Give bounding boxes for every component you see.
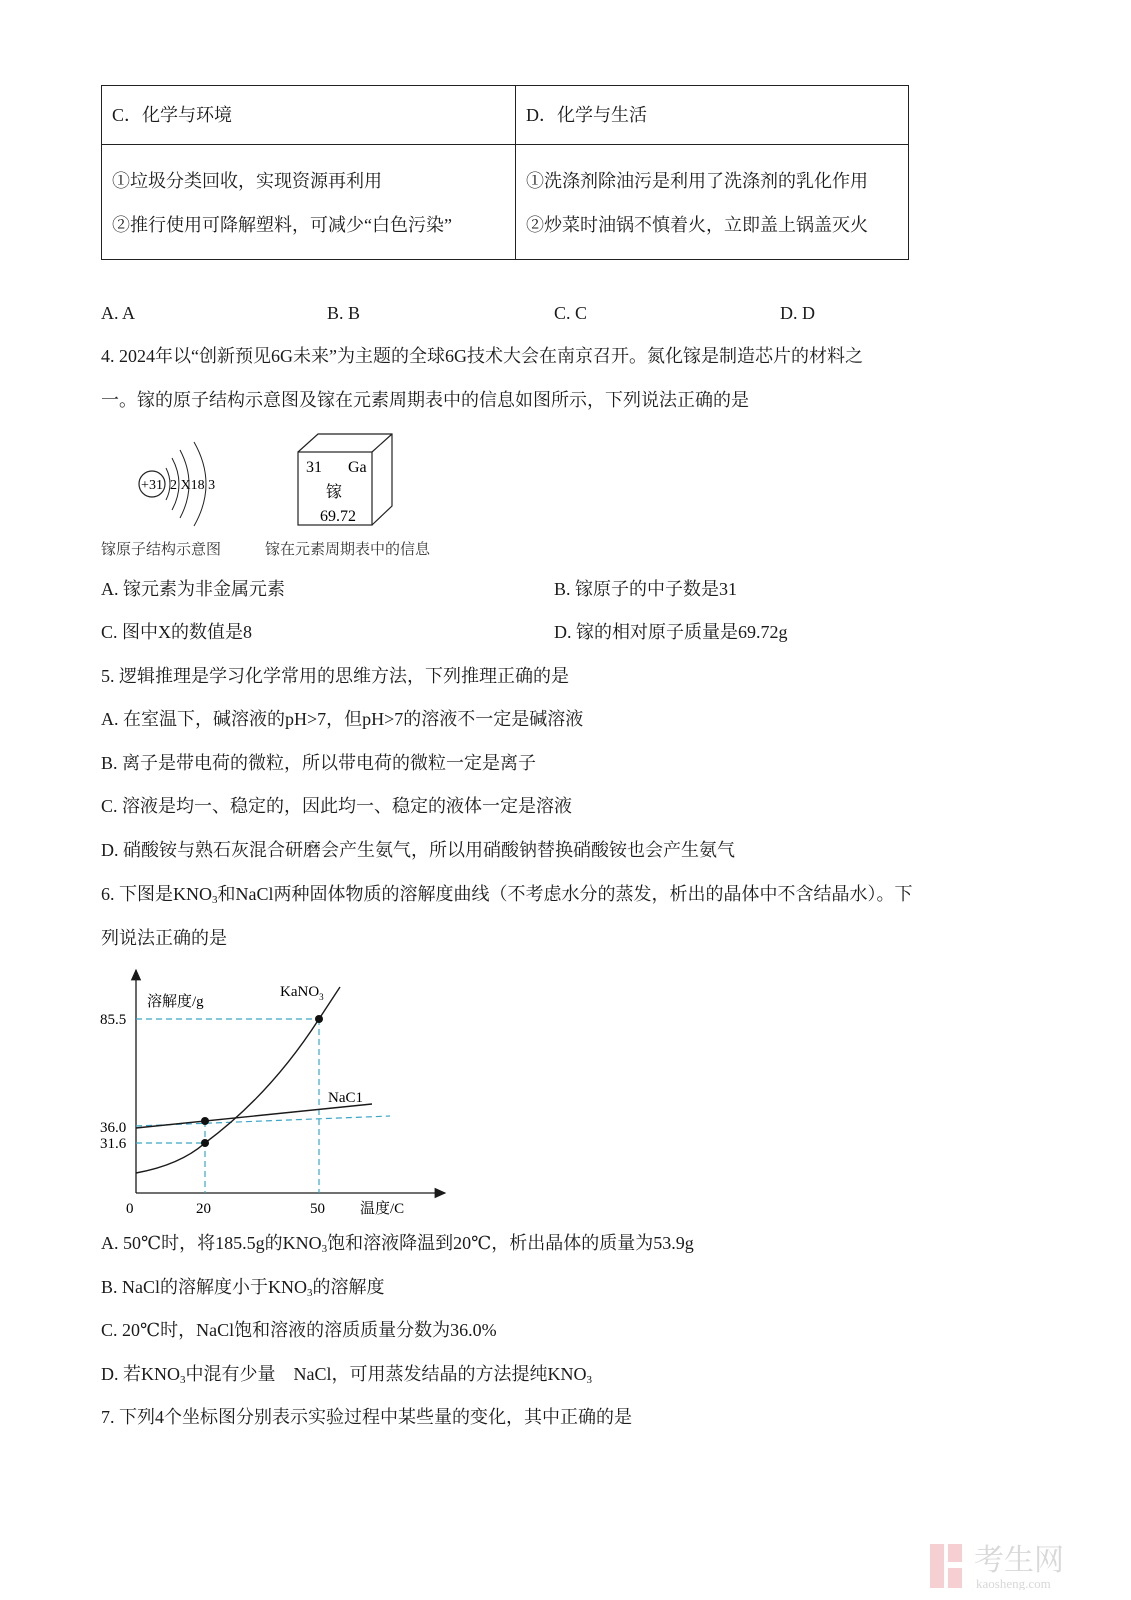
watermark-logo: [930, 1530, 1120, 1595]
q6-option-d: [101, 1362, 592, 1392]
text: 和NaCl两种固体物质的溶解度曲线（不考虑水分的蒸发，析出的晶体中不含结晶水）。下: [217, 884, 913, 904]
q6-stem-cont: 列说法正确的是: [101, 928, 227, 948]
nacl-line: [136, 1104, 372, 1128]
table-header-d: D．化学与生活: [516, 86, 909, 145]
x-tick-label: 50: [310, 1201, 325, 1217]
subscript: 3: [586, 1374, 592, 1386]
y-tick-label: 31.6: [100, 1136, 127, 1152]
table-item: ①垃圾分类回收，实现资源再利用: [112, 171, 382, 191]
q3-option-d: D. D: [780, 303, 815, 323]
kno3-curve: [136, 987, 340, 1173]
q4-option-d: D. 镓的相对原子质量是69.72g: [554, 622, 788, 642]
nacl-label: NaC1: [328, 1090, 363, 1106]
data-point: [201, 1139, 209, 1147]
q3-option-a: A. A: [101, 303, 136, 323]
q4-option-b: B. 镓原子的中子数是31: [554, 579, 738, 599]
q5-option-b: B. 离子是带电荷的微粒，所以带电荷的微粒一定是离子: [101, 753, 537, 773]
watermark-cn: 考生网: [974, 1544, 1064, 1577]
element-symbol: Ga: [348, 459, 367, 476]
origin-label: 0: [126, 1201, 134, 1217]
subscript: 3: [212, 894, 218, 906]
q6-option-a: [101, 1231, 694, 1261]
q6-option-c: C. 20℃时，NaCl饱和溶液的溶质质量分数为36.0%: [101, 1320, 497, 1340]
q5-option-a: A. 在室温下，碱溶液的pH>7，但pH>7的溶液不一定是碱溶液: [101, 709, 584, 729]
q5-option-c: C. 溶液是均一、稳定的，因此均一、稳定的液体一定是溶液: [101, 796, 573, 816]
kno3-label: KaNO$_3$: [280, 984, 324, 1002]
element-caption: 镓在元素周期表中的信息: [265, 542, 431, 558]
subscript: 3: [180, 1374, 186, 1386]
q3-option-c: C. C: [554, 303, 588, 323]
watermark-en: kaosheng.com: [976, 1576, 1051, 1590]
q6-option-b: [101, 1275, 385, 1305]
atom-caption: 镓原子结构示意图: [101, 542, 222, 558]
q4-stem: 4. 2024年以“创新预见6G未来”为主题的全球6G技术大会在南京召开。氮化镓是制造芯片的材料之: [101, 346, 863, 366]
q4-stem-cont: 一。镓的原子结构示意图及镓在元素周期表中的信息如图所示，下列说法正确的是: [101, 390, 749, 410]
q4-option-a: A. 镓元素为非金属元素: [101, 579, 285, 599]
text: 的溶解度: [312, 1277, 385, 1297]
subscript: 3: [307, 1287, 313, 1299]
text: B. NaCl的溶解度小于KNO: [101, 1277, 307, 1297]
table-header-c: C．化学与环境: [102, 86, 516, 145]
text: A. 50℃时，将185.5g的KNO: [101, 1233, 322, 1253]
q5-stem: 5. 逻辑推理是学习化学常用的思维方法，下列推理正确的是: [101, 666, 569, 686]
x-axis-label: 温度/C: [360, 1201, 405, 1217]
text: 6. 下图是KNO: [101, 884, 212, 904]
y-tick-label: 36.0: [100, 1120, 127, 1136]
text: 中混有少量 NaCl，可用蒸发结晶的方法提纯KNO: [185, 1364, 587, 1384]
q4-option-c: C. 图中X的数值是8: [101, 622, 253, 642]
y-tick-label: 85.5: [100, 1012, 127, 1028]
text: D. 若KNO: [101, 1364, 180, 1384]
x-tick-label: 20: [196, 1201, 211, 1217]
y-axis-label: 溶解度/g: [147, 994, 204, 1010]
atomic-number: 31: [306, 459, 322, 476]
subscript: 3: [321, 1243, 328, 1255]
q5-option-d: D. 硝酸铵与熟石灰混合研磨会产生氨气，所以用硝酸钠替换硝酸铵也会产生氨气: [101, 840, 735, 860]
text: 饱和溶液降温到20℃，析出晶体的质量为53.9g: [327, 1233, 694, 1253]
table-item: ②炒菜时油锅不慎着火，立即盖上锅盖灭火: [526, 215, 868, 235]
data-point: [201, 1117, 209, 1125]
table-item: ①洗涤剂除油污是利用了洗涤剂的乳化作用: [526, 171, 868, 191]
q3-option-b: B. B: [327, 303, 361, 323]
nucleus-label: +31: [141, 478, 163, 493]
shells-label: 2 X18 3: [170, 478, 216, 493]
q7-stem: 7. 下列4个坐标图分别表示实验过程中某些量的变化，其中正确的是: [101, 1407, 632, 1427]
data-point: [315, 1015, 323, 1023]
atomic-mass: 69.72: [320, 508, 356, 525]
table-item: ②推行使用可降解塑料，可减少“白色污染”: [112, 215, 452, 235]
element-name: 镓: [325, 484, 343, 501]
